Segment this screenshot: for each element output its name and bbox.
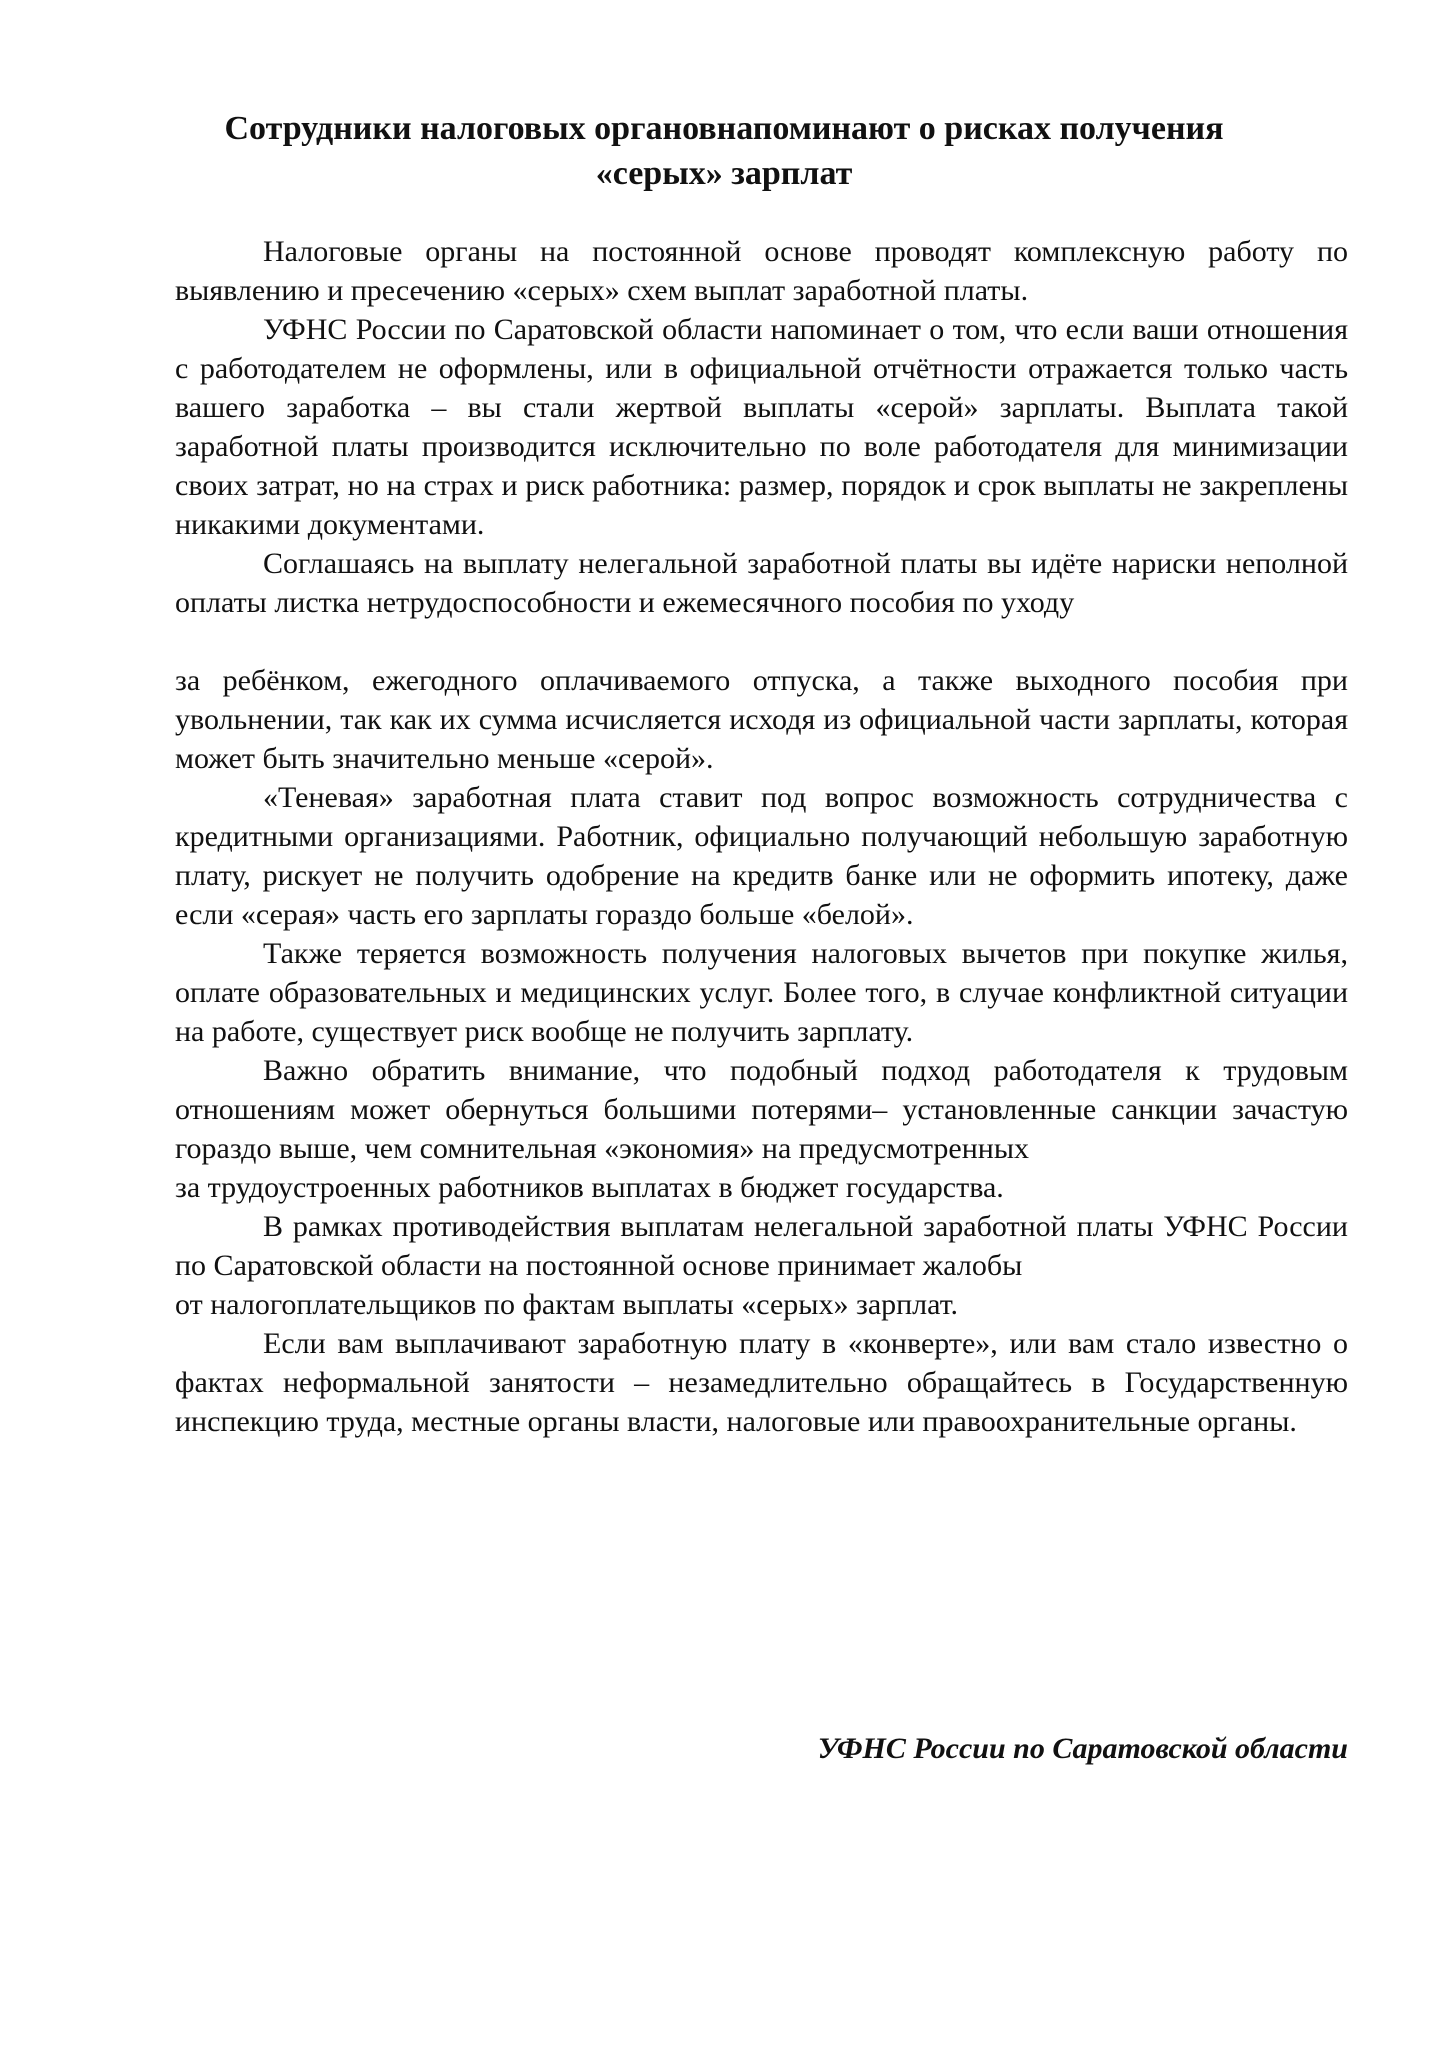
signature: УФНС России по Саратовской области: [817, 1732, 1348, 1765]
paragraph-6: Важно обратить внимание, что подобный подход работодателя к трудовым отношениям может обернуться большими потерями– установленные санкции зачастую гораздо выше, чем сомнительная «экономия» на предусмотренных: [175, 1054, 1348, 1165]
title-line-1: Сотрудники налоговых органовнапоминают о рисках получения: [224, 110, 1224, 147]
paragraph-6-continued: за трудоустроенных работников выплатах в бюджет государства.: [175, 1171, 1004, 1204]
document-title: [150, 106, 1298, 196]
paragraph-7-continued: от налогоплательщиков по фактам выплаты «серых» зарплат.: [175, 1288, 959, 1321]
paragraph-1: Налоговые органы на постоянной основе проводят комплексную работу по выявлению и пресечению «серых» схем выплат заработной платы.: [175, 235, 1348, 307]
title-line-2: «серых» зарплат: [595, 155, 853, 192]
paragraph-4: «Теневая» заработная плата ставит под вопрос возможность сотрудничества с кредитными организациями. Работник, официально получающий небольшую заработную плату, рискует не получить одобрение на кредитв банке или не оформить ипотеку, даже если «серая» часть его зарплаты гораздо больше «белой».: [175, 781, 1348, 931]
paragraph-3-continued: за ребёнком, ежегодного оплачиваемого отпуска, а также выходного пособия при увольнении, так как их сумма исчисляется исходя из официальной части зарплаты, которая может быть значительно меньше «серой».: [175, 664, 1348, 775]
document-body: [175, 232, 1348, 1441]
paragraph-5: Также теряется возможность получения налоговых вычетов при покупке жилья, оплате образовательных и медицинских услуг. Более того, в случае конфликтной ситуации на работе, существует риск вообще не получить зарплату.: [175, 937, 1348, 1048]
paragraph-3: Соглашаясь на выплату нелегальной заработной платы вы идёте нариски неполной оплаты листка нетрудоспособности и ежемесячного пособия по уходу: [175, 547, 1348, 619]
paragraph-2: УФНС России по Саратовской области напоминает о том, что если ваши отношения с работодателем не оформлены, или в официальной отчётности отражается только часть вашего заработка – вы стали жертвой выплаты «серой» зарплаты. Выплата такой заработной платы производится исключительно по воле работодателя для минимизации своих затрат, но на страх и риск работника: размер, порядок и срок выплаты не закреплены никакими документами.: [175, 313, 1348, 541]
paragraph-7: В рамках противодействия выплатам нелегальной заработной платы УФНС России по Саратовской области на постоянной основе принимает жалобы: [175, 1210, 1348, 1282]
paragraph-8: Если вам выплачивают заработную плату в «конверте», или вам стало известно о фактах неформальной занятости – незамедлительно обращайтесь в Государственную инспекцию труда, местные органы власти, налоговые или правоохранительные органы.: [175, 1327, 1348, 1438]
